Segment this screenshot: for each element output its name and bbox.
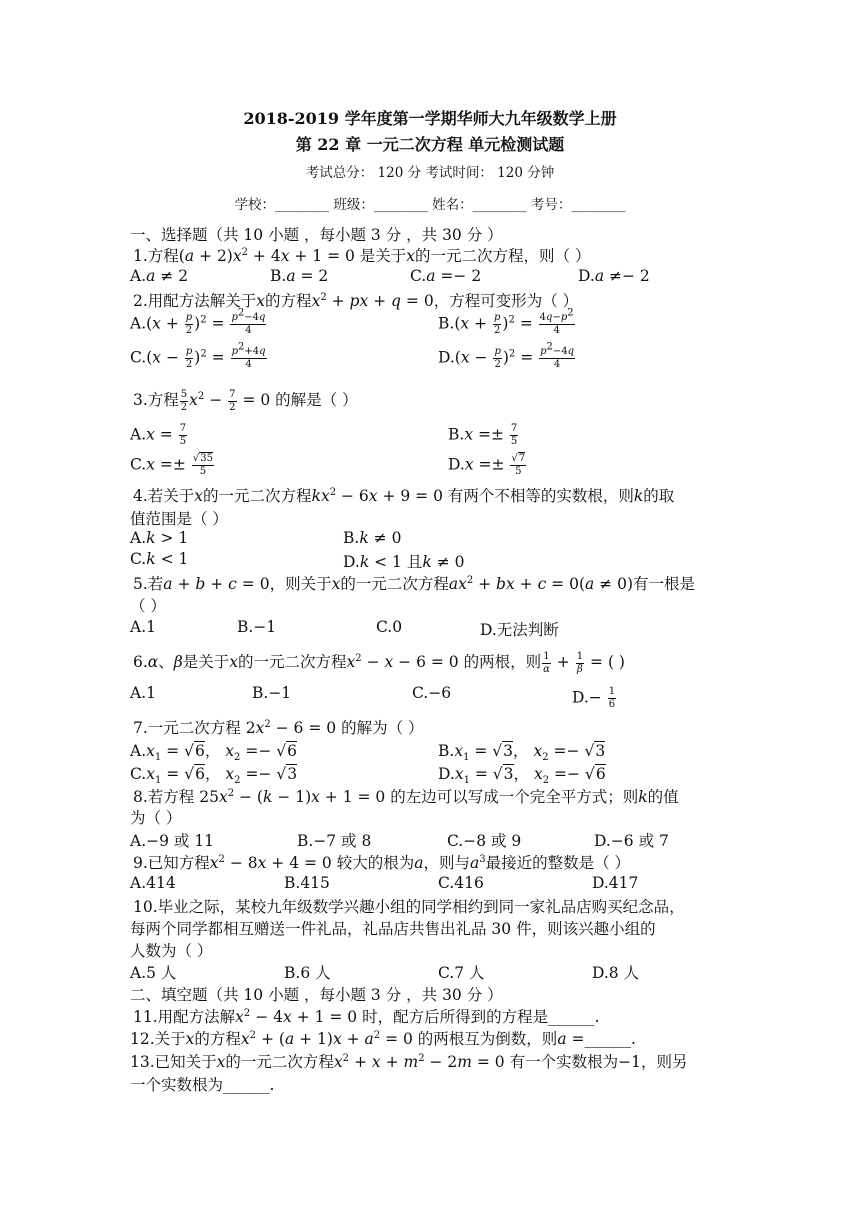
q4-option-c[interactable]: C.k < 1 [130,550,189,568]
q5-option-d[interactable]: D.无法判断 [480,621,559,639]
q7-option-b[interactable]: $B.x_1 = √3$， $x_2 =- √3$ [438,742,606,764]
q2-option-d[interactable]: D.(x − $\frac{p}{2}$ )$^2$ = $\frac{p^2-4q}{4}$ [438,341,575,370]
q5-option-c[interactable]: C.0 [376,618,403,636]
q6-option-d[interactable]: D.− $\frac{1}{6}$ [572,686,616,710]
q1-option-a[interactable]: A.a ≠ 2 [130,267,189,285]
question-12: 12.关于x的方程$x^2 + (a + 1)x + a^2 = 0$ 的两根互为倒数，则a =______. [130,1029,636,1048]
q6-option-c[interactable]: C.−6 [412,684,452,702]
q3-option-c[interactable]: C.x =± $\frac{√35}{5}$ [130,453,213,477]
q1-option-d[interactable]: D.a ≠− 2 [578,267,650,285]
question-5: 5.若a + b + c = 0，则关于x的一元二次方程$ax^2$ + bx + c = 0(a ≠ 0)有一根是 [133,574,696,593]
question-9: 9.已知方程$x^2 - 8x + 4 = 0$ 较大的根为a，则与$a^3$最接近的整数是（ ） [133,853,631,872]
q8-option-b[interactable]: B.−7 或 8 [297,832,372,850]
q9-option-b[interactable]: B.415 [284,874,330,892]
q2-option-c[interactable]: C.(x − $\frac{p}{2}$ )$^2$ = $\frac{p^2+4q}{4}$ [130,341,266,370]
q7-option-a[interactable]: $A.x_1 = √6$， $x_2 =- √6$ [130,742,297,764]
q3-option-b[interactable]: B.x =± $\frac{7}{5}$ [448,423,518,447]
q5-option-a[interactable]: A.1 [130,618,156,636]
q2-option-a[interactable]: A.(x + $\frac{p}{2}$ )$^2$ = $\frac{p^2-4q}{4}$ [130,307,266,336]
q1-option-c[interactable]: C.a =− 2 [410,267,482,285]
q5-option-b[interactable]: B.−1 [237,618,277,636]
exam-info: 考试总分： 120 分 考试时间： 120 分钟 [305,165,555,181]
q9-option-d[interactable]: D.417 [592,874,639,892]
question-6: 6.α、β是关于x的一元二次方程$x^2 - x - 6 = 0$ 的两根，则 $\frac{1}{\alpha}$ + $\frac{1}{\beta}$ = ( ) [133,650,625,675]
q9-option-c[interactable]: C.416 [438,874,484,892]
section-heading-fill: 二、填空题（共 10 小题 ，每小题 3 分 ，共 30 分 ） [130,986,503,1004]
question-5-line2: （ ） [130,597,166,615]
q10-option-a[interactable]: A.5 人 [130,964,177,982]
chapter-title: 第 22 章 一元二次方程 单元检测试题 [295,135,565,154]
q6-option-a[interactable]: A.1 [130,684,156,702]
q3-option-a[interactable]: A.x = $\frac{7}{5}$ [130,423,187,447]
exam-title: 2018-2019 学年度第一学期华师大九年级数学上册 [243,109,617,128]
q7-option-c[interactable]: $C.x_1 = √6$， $x_2 =- √3$ [130,765,298,787]
q8-option-c[interactable]: C.−8 或 9 [447,832,522,850]
question-10-line1: 10.毕业之际，某校九年级数学兴趣小组的同学相约到同一家礼品店购买纪念品， [133,898,685,916]
q4-option-b[interactable]: B.k ≠ 0 [343,529,402,547]
question-3: 3.方程 $\frac{5}{2}$ $x^2$ − $\frac{7}{2}$ = 0 的解是（ ） [133,388,358,413]
question-8-line2: 为（ ） [130,809,182,827]
q9-option-a[interactable]: A.414 [130,874,176,892]
q2-option-b[interactable]: B.(x + $\frac{p}{2}$ )$^2$ = $\frac{4q-p^2}{4}$ [438,307,574,336]
question-4: 4.若关于x的一元二次方程$kx^2 - 6x + 9 = 0$ 有两个不相等的实数根，则k的取 [133,486,675,505]
q4-option-a[interactable]: A.k > 1 [130,529,189,547]
q10-option-c[interactable]: C.7 人 [438,964,485,982]
question-10-line2: 每两个同学都相互赠送一件礼品，礼品店共售出礼品 30 件，则该兴趣小组的 [130,920,656,938]
q1-option-b[interactable]: B.a = 2 [270,267,329,285]
q10-option-d[interactable]: D.8 人 [592,964,640,982]
question-4-line2: 值范围是（ ） [130,510,228,528]
q7-option-d[interactable]: $D.x_1 = √3$， $x_2 =- √6$ [438,765,606,787]
q3-option-d[interactable]: D.x =± $\frac{√7}{5}$ [448,453,526,477]
question-13: 13.已知关于x的一元二次方程$x^2 + x + m^2 - 2m = 0$ 有一个实数根为−1，则另 [130,1052,688,1071]
question-10-line3: 人数为（ ） [130,942,213,960]
question-8: 8.若方程 $25x^2 - (k - 1)x + 1 = 0$ 的左边可以写成一个完全平方式；则k的值 [133,787,679,806]
question-1: 1.方程$(a + 2)x^2 + 4x + 1 = 0$ 是关于x的一元二次方程，则（ ） [133,246,591,265]
question-7: 7.一元二次方程 $2x^2 - 6 = 0$ 的解为（ ） [133,718,424,737]
student-info-fields: 学校：________ 班级：________ 姓名：________ 考号：________ [234,197,626,213]
q8-option-d[interactable]: D.−6 或 7 [594,832,669,850]
q4-option-d[interactable]: D.k < 1 且k ≠ 0 [343,553,465,571]
question-2: 2.用配方法解关于x的方程$x^2$ + px + q = 0，方程可变形为（ ） [133,291,579,310]
question-11: 11.用配方法解$x^2 - 4x + 1 = 0$ 时，配方后所得到的方程是______. [133,1007,600,1026]
section-heading-choice: 一、选择题（共 10 小题 ，每小题 3 分 ，共 30 分 ） [130,226,503,244]
q10-option-b[interactable]: B.6 人 [284,964,331,982]
q8-option-a[interactable]: A.−9 或 11 [130,832,215,850]
question-13-line2: 一个实数根为______. [130,1076,275,1094]
q6-option-b[interactable]: B.−1 [252,684,292,702]
